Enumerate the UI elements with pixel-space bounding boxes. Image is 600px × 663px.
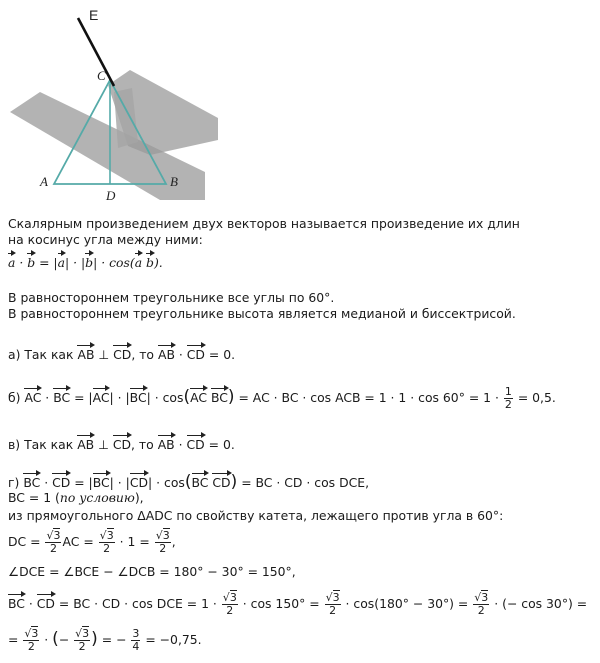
- fact-angles: В равностороннем треугольнике все углы по 60°.: [8, 290, 335, 305]
- fact-altitude: В равностороннем треугольнике высота является медианой и биссектрисой.: [8, 306, 516, 321]
- triangle-figure: [0, 0, 230, 208]
- part-g-line-1: г) BC · CD = |BC| · |CD| · cos(BC CD) = BC · CD · cos DCE,: [8, 472, 370, 492]
- ray-ce: [78, 18, 114, 86]
- label-e: E: [89, 7, 99, 23]
- label-d: D: [106, 188, 116, 203]
- part-g-line-7: = $\frac{√3}{2}$ · (− $\frac{√3}{2}$ ) = − $\frac{3}{4}$ = −0,75.: [8, 627, 202, 653]
- dot-product-formula: a · b = |a| · |b| · cos(a b).: [8, 252, 163, 271]
- part-v: в) Так как AB ⊥ CD, то AB · CD = 0.: [8, 434, 235, 453]
- label-b: B: [170, 174, 178, 189]
- part-g-line-2: BC = 1 (по условию),: [8, 490, 144, 505]
- part-g-line-6: BC · CD = BC · CD · cos DCE = 1 · $\frac{√3}{2}$ · cos 150° = $\frac{√3}{2}$ · cos(180° − 30°) = $\frac{√3}{2}$ · (− cos 30°) =: [8, 591, 588, 617]
- part-g-line-3: из прямоугольного ΔADC по свойству катета, лежащего против угла в 60°:: [8, 508, 504, 523]
- part-a: а) Так как AB ⊥ CD, то AB · CD = 0.: [8, 344, 235, 363]
- part-g-line-5: ∠DCE = ∠BCE − ∠DCB = 180° − 30° = 150°,: [8, 564, 296, 579]
- part-b: б) AC · BC = |AC| · |BC| · cos(AC BC) = AC · BC · cos ACB = 1 · 1 · cos 60° = 1 · $\frac{1}{2}$ = 0,5.: [8, 385, 556, 411]
- label-c: C: [97, 68, 106, 83]
- label-a: A: [40, 174, 48, 189]
- definition-line-1: Скалярным произведением двух векторов называется произведение их длин: [8, 216, 520, 231]
- definition-line-2: на косинус угла между ними:: [8, 232, 203, 247]
- part-g-line-4: DC = $\frac{√3}{2}$ AC = $\frac{√3}{2}$ · 1 = $\frac{√3}{2}$ ,: [8, 529, 176, 555]
